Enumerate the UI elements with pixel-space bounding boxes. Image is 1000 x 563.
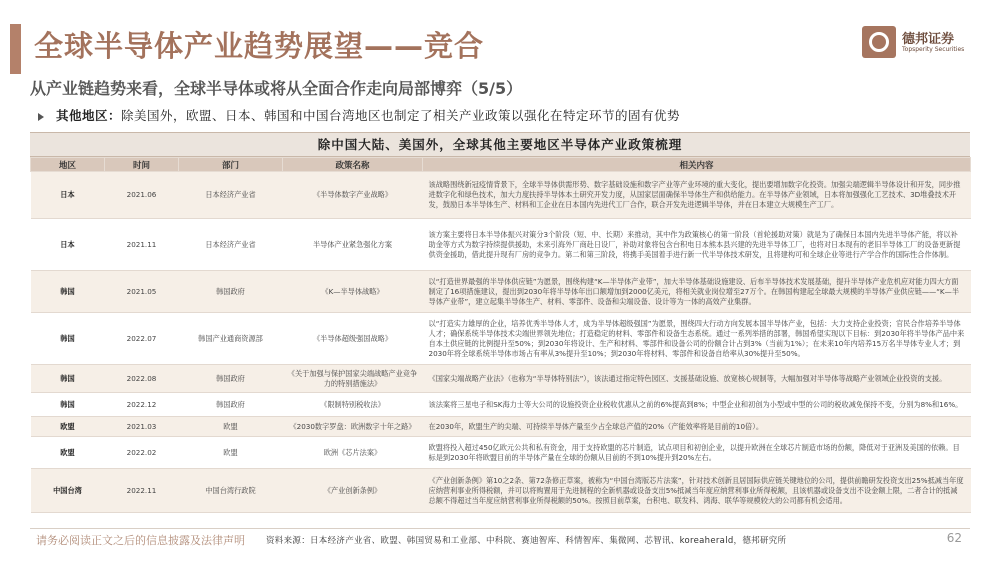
cell-policy: 《2030数字罗盘：欧洲数字十年之路》 (283, 417, 423, 437)
cell-department: 韩国政府 (179, 393, 283, 417)
footer-divider (30, 528, 970, 529)
cell-content: 以“打造世界最强的半导体供应链”为愿景，围绕构建“K—半导体产业带”，加大半导体基础设施建设、后布半导体技术发展基础，提升半导体产业危机应对能力四大方面制定了16项措施建议，提出到2030年将半导体年出口额增加到2000亿美元，将相关就业岗位增至27万个。在韩国构建起全球最大规模的半导体产业供应链——“K—半导体产业带”，建立起集半导体生产、材料、零部件、设备和尖端设备、设计等为一体的高效产业集群。 (423, 271, 971, 313)
cell-content: 《产业创新条例》第10之2条、第72条修正草案，被称为“中国台湾版芯片法案”，针对技术创新且居国际供应链关键地位的公司，提供前瞻研发投资支出25%抵减当年度应纳营利事业所得税额，并可以将购置用于先进制程的全新机器或设备支出5%抵减当年度应纳营利事业所得税额，且该机器或设备支出不设金额上限，二者合计的抵减总额不得超过当年度应纳营利事业所得税额的50%。按照目前草案，台积电、联发科、鸿海、联华等规模较大的公司都有机会适用。 (423, 469, 971, 513)
bullet-arrow-icon (38, 113, 44, 121)
cell-content: 在2030年，欧盟生产的尖端、可持续半导体产量至少占全球总产值的20%（产能效率将是目前的10倍）。 (423, 417, 971, 437)
footer-disclaimer-link[interactable]: 请务必阅读正文之后的信息披露及法律声明 (36, 534, 245, 547)
logo-text-cn: 德邦证券 (902, 32, 955, 47)
header-department: 部门 (179, 158, 283, 172)
cell-content: 《国家尖端战略产业法》（也称为“半导体特别法”），该法通过指定特色园区、支援基础设施、放宽核心规制等，大幅加强对半导体等战略产业领域企业投资的支援。 (423, 365, 971, 393)
key-point (38, 106, 680, 124)
cell-time: 2021.03 (105, 417, 179, 437)
table-row (31, 172, 971, 219)
cell-content: 该战略围绕新冠疫情背景下，全球半导体供需形势、数字基础设施和数字产业等产业环境的重大变化，提出要增加数字化投资。加强尖端逻辑半导体设计和开发，同步推进数字化和绿色技术，加大力度扶持半导体本土研究开发力度，从国家层面确保半导体生产和供给能力。在半导体产业领域，日本将加强强化工艺技术、3D堆叠技术开发，鼓励日本半导体生产、材料和工企业在日本国内先进代工厂合作，联合开发先进逻辑半导体，并在日本建立大规模生产工厂。 (423, 172, 971, 219)
table-row (31, 219, 971, 271)
cell-region: 韩国 (31, 365, 105, 393)
cell-content: 欧盟将投入超过450亿欧元公共和私有资金，用于支持欧盟的芯片制造，试点项目和初创企业，以提升欧洲在全球芯片制造市场的份额，降低对于亚洲及美国的依赖。目标是到2030年将欧盟目前的半导体产量在全球的份额从目前的不到10%提升到20%左右。 (423, 437, 971, 469)
page-number: 62 (946, 531, 962, 545)
table-row (31, 437, 971, 469)
table-row (31, 365, 971, 393)
brand-logo (862, 26, 982, 62)
cell-region: 日本 (31, 219, 105, 271)
cell-policy: 《K—半导体战略》 (283, 271, 423, 313)
cell-policy: 《限制特别税收法》 (283, 393, 423, 417)
cell-time: 2022.02 (105, 437, 179, 469)
cell-region: 欧盟 (31, 437, 105, 469)
cell-region: 中国台湾 (31, 469, 105, 513)
cell-region: 韩国 (31, 271, 105, 313)
cell-region: 韩国 (31, 393, 105, 417)
cell-policy: 《半导体超级强国战略》 (283, 313, 423, 365)
cell-content: 该方案主要将日本半导体振兴对策分3个阶段（短、中、长期）来推动，其中作为政策核心的第一阶段（首轮援助对策）就是为了确保日本国内先进半导体产能，将以补助金等方式为数字持续提供援助，未来引海外厂商赴日设厂，补助对象将包含台积电日本熊本县兴建的先进半导体工厂，也将对日本现有的老旧半导体工厂的设备更新提供资金援助，借此提升现有厂房的竞争力。第二和第三阶段，将携手美国着手进行新一代半导体技术研发，且将建构可和全球企业等进行产学合作的国际性合作体制。 (423, 219, 971, 271)
page-title: 全球半导体产业趋势展望——竞合 (34, 29, 485, 63)
cell-policy: 《产业创新条例》 (283, 469, 423, 513)
cell-department: 欧盟 (179, 417, 283, 437)
policy-table-section (30, 132, 970, 513)
cell-time: 2022.11 (105, 469, 179, 513)
key-point-heading: 其他地区： (56, 108, 122, 123)
table-row (31, 469, 971, 513)
cell-region: 日本 (31, 172, 105, 219)
cell-content: 以“打造实力雄厚的企业，培养优秀半导体人才，成为半导体超级强国”为愿景，围绕四大行动方向发展本国半导体产业，包括：大力支持企业投资；官民合作培养半导体人才；确保系统半导体技术尖端世界领先地位；打造稳定的材料、零部件和设备生态系统。通过一系列举措的部署，韩国希望实现以下目标：到2030年将半导体产品中来自本土供应链的比例提升至50%；到2030年将设计、生产和材料、零部件和设备公司的份额合计占到3%（当前为1%）；在未来10年内培养15万名半导体专业人才；到2030年将全球系统半导体市场占有率从3%提升至10%；到2030年将材料、零部件和设备自给率从30%提升至50%。 (423, 313, 971, 365)
cell-content: 该法案将三星电子和SK海力士等大公司的设施投资企业税收优惠从之前的6%提高到8%；中型企业和初创为小型或中型的公司的税收减免保持不变，分别为8%和16%。 (423, 393, 971, 417)
table-row (31, 271, 971, 313)
cell-time: 2021.06 (105, 172, 179, 219)
cell-department: 韩国政府 (179, 271, 283, 313)
cell-department: 日本经济产业省 (179, 172, 283, 219)
cell-time: 2021.05 (105, 271, 179, 313)
table-row (31, 417, 971, 437)
policy-table (30, 157, 971, 513)
cell-region: 韩国 (31, 313, 105, 365)
logo-icon (862, 26, 896, 58)
table-row (31, 313, 971, 365)
title-accent-bar (10, 24, 21, 74)
cell-policy: 欧洲《芯片法案》 (283, 437, 423, 469)
table-row (31, 393, 971, 417)
logo-text-en: Topsperity Securities (902, 46, 965, 53)
cell-time: 2022.08 (105, 365, 179, 393)
cell-policy: 《半导体数字产业战略》 (283, 172, 423, 219)
cell-department: 韩国产业通商资源部 (179, 313, 283, 365)
header-policy: 政策名称 (283, 158, 423, 172)
cell-region: 欧盟 (31, 417, 105, 437)
cell-time: 2022.12 (105, 393, 179, 417)
table-caption: 除中国大陆、美国外，全球其他主要地区半导体产业政策梳理 (30, 132, 970, 157)
cell-policy: 半导体产业紧急强化方案 (283, 219, 423, 271)
cell-department: 日本经济产业省 (179, 219, 283, 271)
key-point-text: 除美国外，欧盟、日本、韩国和中国台湾地区也制定了相关产业政策以强化在特定环节的固有优势 (121, 108, 681, 123)
cell-time: 2022.07 (105, 313, 179, 365)
cell-department: 欧盟 (179, 437, 283, 469)
header-region: 地区 (31, 158, 105, 172)
footer-source: 资料来源：日本经济产业省、欧盟、韩国贸易和工业部、中科院、赛迪智库、科情智库、集微网、芯智讯、koreaherald，德邦研究所 (266, 536, 787, 546)
cell-department: 中国台湾行政院 (179, 469, 283, 513)
header-content: 相关内容 (423, 158, 971, 172)
cell-department: 韩国政府 (179, 365, 283, 393)
header-time: 时间 (105, 158, 179, 172)
cell-time: 2021.11 (105, 219, 179, 271)
cell-policy: 《关于加强与保护国家尖端战略产业竞争力的特别措施法》 (283, 365, 423, 393)
table-header-row (31, 158, 971, 172)
page-subtitle: 从产业链趋势来看，全球半导体或将从全面合作走向局部博弈（5/5） (30, 79, 523, 98)
